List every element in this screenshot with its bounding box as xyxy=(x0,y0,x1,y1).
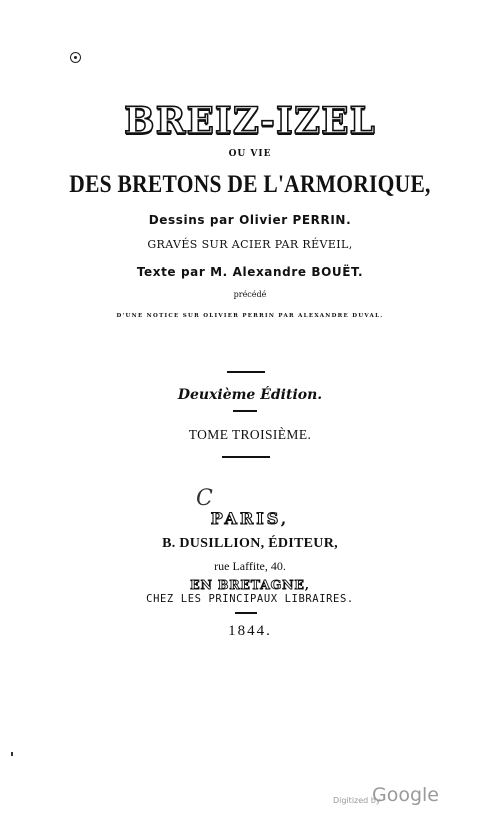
imprint-city xyxy=(0,509,500,528)
edition-label: Deuxième Édition. xyxy=(177,387,323,403)
handwritten-mark: C xyxy=(196,486,213,511)
main-subtitle: DES BRETONS DE L'ARMORIQUE, xyxy=(69,171,431,198)
divider-rule xyxy=(235,612,257,614)
imprint-region-punct: , xyxy=(304,577,310,592)
imprint-city-name: PARIS xyxy=(210,509,281,528)
book-title: BREIZ-IZEL xyxy=(124,100,376,142)
illustrator-credit: Dessins par Olivier PERRIN. xyxy=(148,213,352,227)
digitized-by-label: Digitized by xyxy=(333,796,381,805)
subtitle-connector: OU VIE xyxy=(228,149,272,159)
volume-label: TOME TROISIÈME. xyxy=(188,427,312,442)
google-watermark: Google xyxy=(372,784,440,806)
imprint-region xyxy=(0,577,500,592)
imprint-city-punct: , xyxy=(280,509,290,528)
publisher-name: B. DUSILLION, ÉDITEUR, xyxy=(162,536,338,551)
divider-rule xyxy=(222,456,270,458)
publisher-address: rue Laffite, 40. xyxy=(214,559,286,573)
circle-mark-icon xyxy=(70,52,81,63)
publication-year: 1844. xyxy=(228,623,272,639)
engraver-credit: GRAVÉS SUR ACIER PAR RÉVEIL, xyxy=(147,238,353,251)
divider-rule xyxy=(227,371,265,373)
imprint-region-name: EN BRETAGNE xyxy=(190,577,305,592)
author-credit: Texte par M. Alexandre BOUËT. xyxy=(136,265,364,279)
divider-rule xyxy=(233,410,257,412)
margin-mark xyxy=(11,752,13,756)
booksellers-line: CHEZ LES PRINCIPAUX LIBRAIRES. xyxy=(146,593,354,605)
preceded-label: précédé xyxy=(233,290,267,299)
notice-credit: D'UNE NOTICE SUR OLIVIER PERRIN PAR ALEXANDRE DUVAL. xyxy=(116,313,384,319)
